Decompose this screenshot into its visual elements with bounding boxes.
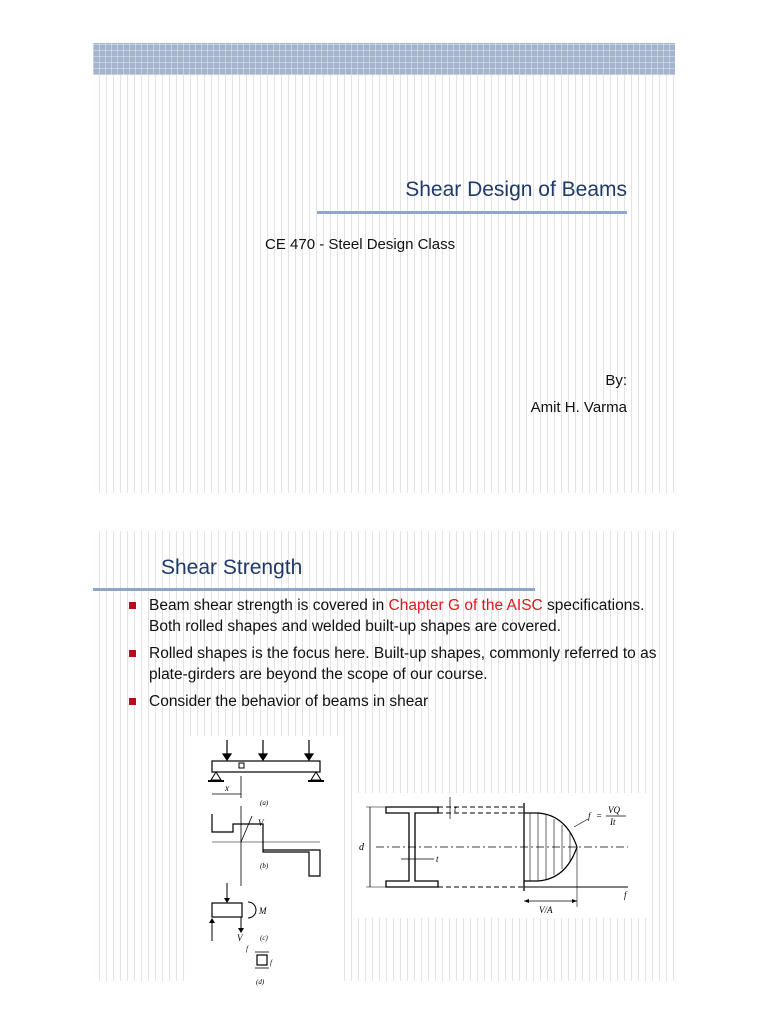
web-thickness-label: t <box>436 854 439 864</box>
shear-v-label: V <box>258 818 264 828</box>
formula-numerator: VQ <box>608 805 620 815</box>
depth-d-label: d <box>359 842 364 853</box>
aisc-chapter-highlight: Chapter G of the AISC <box>388 597 543 614</box>
figure-label-a: (a) <box>260 799 269 807</box>
bullet-list <box>129 595 659 718</box>
formula-denominator: It <box>610 817 616 827</box>
stress-fv-label-side: f <box>270 959 272 967</box>
ibeam-shear-stress-figure <box>356 793 648 918</box>
free-body-v-label: V <box>237 933 243 943</box>
title-underline <box>317 211 627 214</box>
moment-m-label: M <box>259 906 267 916</box>
bullet-item <box>129 691 659 712</box>
bullet-square-icon <box>129 698 136 705</box>
bullet-text-part: Rolled shapes is the focus here. Built-up shapes, commonly referred to as plate-girders are beyond the scope of our course. <box>149 645 657 683</box>
beam-shear-figure <box>190 736 343 986</box>
figure-label-b: (b) <box>260 862 269 870</box>
slide-title-heading: Shear Design of Beams <box>405 178 627 201</box>
stress-fv-label-top: f <box>246 945 248 953</box>
slide-title <box>93 43 675 493</box>
by-label: By: <box>605 372 627 389</box>
course-subtitle: CE 470 - Steel Design Class <box>265 236 456 253</box>
bullet-text-part: Consider the behavior of beams in shear <box>149 693 429 710</box>
slide-heading: Shear Strength <box>161 556 303 579</box>
average-shear-label: V/A <box>539 905 553 915</box>
bullet-square-icon <box>129 602 136 609</box>
author-block <box>531 367 627 421</box>
author-name: Amit H. Varma <box>530 399 627 416</box>
svg-text:=: = <box>596 811 603 821</box>
bullet-square-icon <box>129 650 136 657</box>
slide-shear-strength <box>93 531 675 986</box>
flange-thickness-label: t <box>454 804 457 814</box>
x-dimension-label: x <box>225 783 229 793</box>
figure-label-c: (c) <box>260 934 268 942</box>
bullet-item <box>129 643 659 685</box>
slide-header-bar <box>93 43 675 75</box>
heading-underline <box>93 588 535 591</box>
figure-label-d: (d) <box>256 978 265 986</box>
formula-fv-label: f <box>588 811 591 821</box>
bullet-item <box>129 595 659 637</box>
bullet-text-part: specifications. Both rolled shapes and welded built-up shapes are covered. <box>149 597 645 635</box>
axis-fv-label: f <box>624 890 627 900</box>
bullet-text-part: Beam shear strength is covered in <box>149 597 389 614</box>
